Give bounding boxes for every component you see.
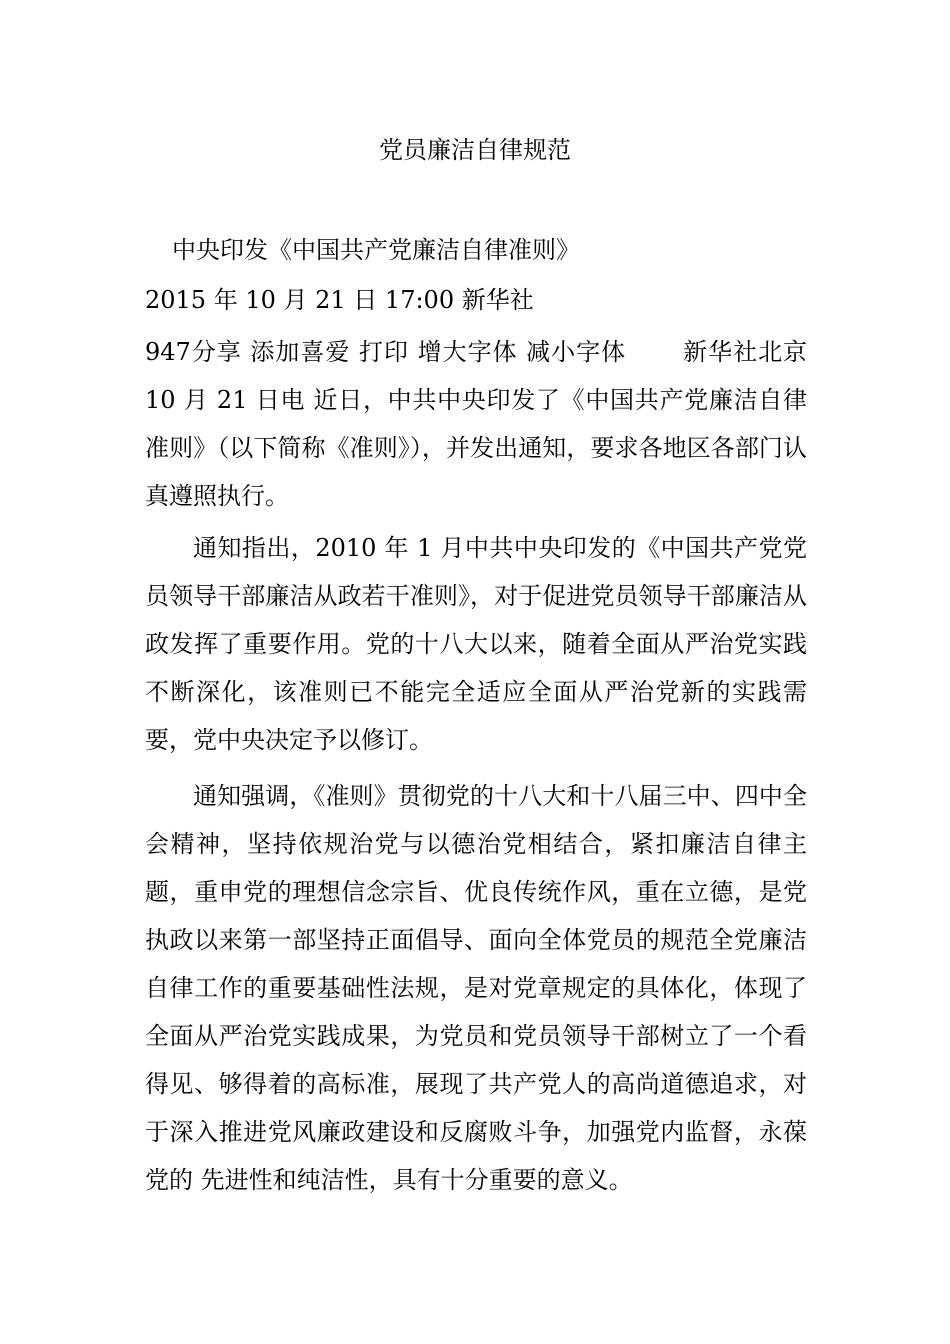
add-favorite-link[interactable]: 添加喜爱: [250, 338, 351, 366]
print-link[interactable]: 打印: [358, 338, 409, 366]
share-link[interactable]: 分享: [190, 338, 242, 366]
share-count: 947: [145, 338, 191, 366]
increase-font-link[interactable]: 增大字体: [417, 338, 518, 366]
decrease-font-link[interactable]: 减小字体: [526, 338, 627, 366]
paragraph-1: [145, 328, 807, 520]
paragraph-1-text: 新华社北京 10 月 21 日电 近日，中共中央印发了《中国共产党廉洁自律准则》（以下简称《准则》），并发出通知，要求各地区各部门认真遵照执行。: [145, 338, 808, 510]
document-title: 党员廉洁自律规范: [379, 136, 571, 164]
article-dateline: 2015 年 10 月 21 日 17:00 新华社: [145, 286, 534, 314]
article-subtitle: 中央印发《中国共产党廉洁自律准则》: [172, 236, 580, 264]
paragraph-2: 通知指出，2010 年 1 月中共中央印发的《中国共产党党员领导干部廉洁从政若干准则》，对于促进党员领导干部廉洁从政发挥了重要作用。党的十八大以来，随着全面从严治党实践不断深化，该准则已不能完全适应全面从严治党新的实践需要，党中央决定予以修订。: [145, 534, 807, 754]
paragraph-3: 通知强调，《准则》贯彻党的十八大和十八届三中、四中全会精神，坚持依规治党与以德治党相结合，紧扣廉洁自律主题，重申党的理想信念宗旨、优良传统作风，重在立德，是党执政以来第一部坚持正面倡导、面向全体党员的规范全党廉洁自律工作的重要基础性法规，是对党章规定的具体化，体现了全面从严治党实践成果，为党员和党员领导干部树立了一个看得见、够得着的高标准，展现了共产党人的高尚道德追求，对于深入推进党风廉政建设和反腐败斗争，加强党内监督，永葆党的 先进性和纯洁性，具有十分重要的意义。: [145, 782, 807, 1194]
